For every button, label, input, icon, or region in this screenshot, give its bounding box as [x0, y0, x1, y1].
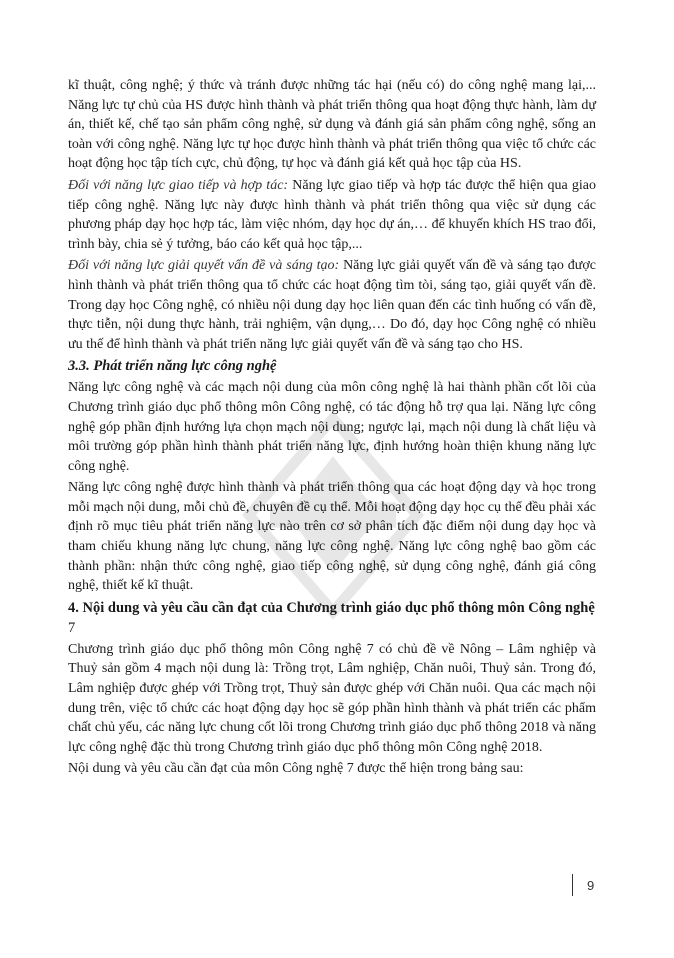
section-heading-4: 4. Nội dung và yêu cầu cần đạt của Chương trình giáo dục phổ thông môn Công nghệ 7 — [68, 599, 595, 636]
paragraph-lead: Đối với năng lực giao tiếp và hợp tác: — [68, 177, 289, 193]
paragraph-table-intro: Nội dung và yêu cầu cần đạt của môn Công nghệ 7 được thể hiện trong bảng sau: — [68, 761, 524, 777]
page-content — [68, 76, 596, 779]
paragraph-tech-competency-1: Năng lực công nghệ và các mạch nội dung của môn công nghệ là hai thành phần cốt lõi của Chương trình giáo dục phổ thông môn Công nghệ, có tác động hỗ trợ qua lại. Năng lực công nghệ góp phần định hướng lựa chọn mạch nội dung; ngược lại, mạch nội dung là chất liệu và môi trường góp phần hình thành phát triển năng lực, định hướng hoàn thiện khung năng lực công nghệ. — [68, 380, 596, 474]
paragraph-lead: Đối với năng lực giải quyết vấn đề và sáng tạo: — [68, 258, 340, 274]
paragraph-intro: kĩ thuật, công nghệ; ý thức và tránh được những tác hại (nếu có) do công nghệ mang lại,... Năng lực tự chủ của HS được hình thành và phát triển thông qua hoạt động thực hành, làm dự án, thiết kế, chế tạo sản phẩm công nghệ, sử dụng và đánh giá sản phẩm công nghệ, sống an toàn với công nghệ. Năng lực tự học được hình thành và phát triển thông qua việc tổ chức các hoạt động học tập tích cực, chủ động, tự học và đánh giá kết quả học tập của HS. — [68, 78, 596, 172]
paragraph-tech-competency-2: Năng lực công nghệ được hình thành và phát triển thông qua các hoạt động dạy và học trong mỗi mạch nội dung, mỗi chủ đề, chuyên đề cụ thể. Mỗi hoạt động dạy học cụ thể đều phải xác định rõ mục tiêu phát triển năng lực nào trên cơ sở phân tích đặc điểm nội dung dạy học và tham chiếu khung năng lực chung, năng lực công nghệ. Năng lực công nghệ bao gồm các thành phần: nhận thức công nghệ, giao tiếp công nghệ, sử dụng công nghệ, đánh giá công nghệ, thiết kế kĩ thuật. — [68, 480, 596, 594]
page-number: 9 — [587, 877, 595, 893]
page-footer — [572, 872, 594, 898]
paragraph-communication-competency: Đối với năng lực giao tiếp và hợp tác: Năng lực giao tiếp và hợp tác được thể hiện qua giao tiếp công nghệ. Năng lực này được hình thành và phát triển thông qua việc sử dụng các phương pháp dạy học hợp tác, làm việc nhóm, dạy học dự án,… để khuyến khích HS trao đổi, trình bày, chia sẻ ý tưởng, báo cáo kết quả học tập,... — [68, 177, 596, 252]
footer-divider — [572, 874, 573, 896]
paragraph-curriculum-overview: Chương trình giáo dục phổ thông môn Công nghệ 7 có chủ đề về Nông – Lâm nghiệp và Thuỷ sản gồm 4 mạch nội dung là: Trồng trọt, Lâm nghiệp, Chăn nuôi, Thuỷ sản. Trong đó, Lâm nghiệp được ghép với Trồng trọt, Thuỷ sản được ghép với Chăn nuôi. Qua các mạch nội dung trên, việc tổ chức các hoạt động dạy học sẽ góp phần hình thành và phát triển các phẩm chất chủ yếu, các năng lực chung cốt lõi trong Chương trình giáo dục phổ thông 2018 và năng lực công nghệ đặc thù trong Chương trình giáo dục phổ thông môn Công nghệ 2018. — [68, 641, 596, 755]
section-heading-3-3: 3.3. Phát triển năng lực công nghệ — [68, 358, 277, 375]
paragraph-problem-solving-competency: Đối với năng lực giải quyết vấn đề và sáng tạo: Năng lực giải quyết vấn đề và sáng tạo được hình thành và phát triển thông qua tổ chức các hoạt động tìm tòi, sáng tạo, giải quyết vấn đề. Trong dạy học Công nghệ, có nhiều nội dung dạy học liên quan đến các tình huống có vấn đề, thực tiễn, nội dung thực hành, trải nghiệm, vận dụng,… Do đó, dạy học Công nghệ có nhiều ưu thế để hình thành và phát triển năng lực giải quyết vấn đề và sáng tạo cho HS. — [68, 258, 596, 352]
